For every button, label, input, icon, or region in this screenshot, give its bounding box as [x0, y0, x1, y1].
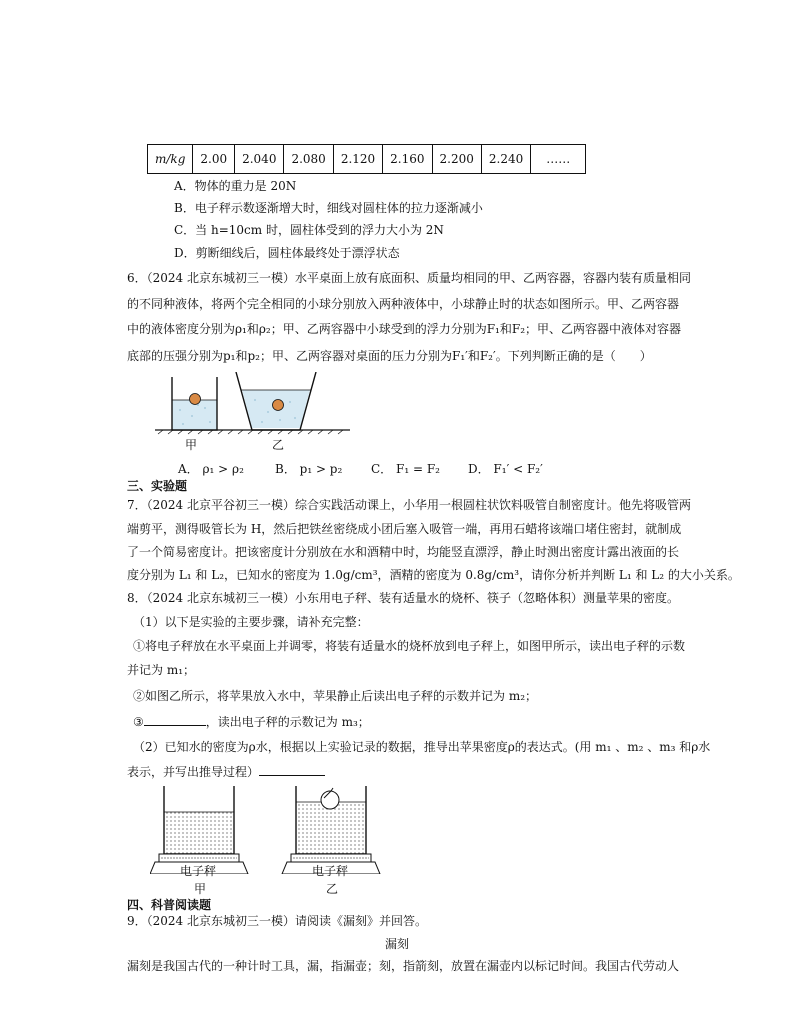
mass-table — [147, 144, 586, 174]
table-cell: 2.160 — [383, 145, 432, 174]
q6-option-b: B． p₁ > p₂ — [275, 462, 343, 476]
q6-option-a: A． ρ₁ > ρ₂ — [178, 462, 244, 476]
section-heading: 三、实验题 — [127, 479, 188, 493]
table-cell: …… — [531, 145, 586, 174]
table-cell: 2.080 — [284, 145, 333, 174]
table-header-cell: m/kg — [148, 145, 193, 174]
table-row — [148, 145, 586, 174]
q6-label-jia: 甲 — [185, 438, 198, 452]
q6-containers-figure — [150, 372, 350, 452]
q8-sub2-text: 表示，并写出推导过程） — [127, 765, 260, 779]
scale-label: 电子秤 — [312, 864, 349, 878]
table-cell: 2.120 — [333, 145, 382, 174]
q8-step-1-cont: 并记为 m₁； — [127, 663, 196, 677]
q8-step-3-suffix: ，读出电子秤的示数记为 m₃； — [205, 715, 370, 729]
q8-step-2: ②如图乙所示，将苹果放入水中，苹果静止后读出电子秤的示数并记为 m₂； — [133, 689, 538, 703]
q8-text-line: 8．（2024 北京东城初三一模）小东用电子秤、装有适量水的烧杯、筷子（忽略体积）测量苹果的密度。 — [127, 591, 679, 605]
q6-option-d: D． F₁′ < F₂′ — [468, 462, 543, 476]
section-heading: 四、科普阅读题 — [127, 898, 212, 912]
q8-sub-question: （1）以下是实验的主要步骤，请补充完整： — [133, 615, 369, 629]
q7-text-line: 了一个简易密度计。把该密度计分别放在水和酒精中时，均能竖直漂浮，静止时测出密度计露出液面的长 — [127, 545, 680, 559]
q6-text-line: 6．（2024 北京东城初三一模）水平桌面上放有底面积、质量均相同的甲、乙两容器，容器内装有质量相同 — [127, 271, 691, 285]
q7-text-line: 度分别为 L₁ 和 L₂，已知水的密度为 1.0g/cm³，酒精的密度为 0.8g/cm³，请你分析并判断 L₁ 和 L₂ 的大小关系。 — [127, 568, 740, 582]
q6-label-yi: 乙 — [272, 438, 285, 452]
q5-option-d: D．剪断细线后，圆柱体最终处于漂浮状态 — [174, 246, 400, 260]
table-cell: 2.040 — [235, 145, 284, 174]
q5-option-a: A．物体的重力是 20N — [174, 179, 297, 193]
q9-text-line: 9．（2024 北京东城初三一模）请阅读《漏刻》并回答。 — [127, 914, 427, 928]
scale-label: 电子秤 — [180, 864, 217, 878]
q8-sub-question-cont — [127, 763, 325, 780]
q7-text-line: 端剪平，测得吸管长为 H，然后把铁丝密绕成小团后塞入吸管一端，再用石蜡将该端口堵住密封，就制成 — [127, 522, 682, 536]
q8-label-yi: 乙 — [326, 882, 339, 896]
q6-text-line: 的不同种液体，将两个完全相同的小球分别放入两种液体中，小球静止时的状态如图所示。甲、乙两容器 — [127, 297, 680, 311]
q8-label-jia: 甲 — [194, 882, 207, 896]
table-cell: 2.240 — [481, 145, 530, 174]
q8-scales-figure — [150, 784, 390, 874]
answer-blank[interactable] — [259, 763, 325, 776]
q6-text-line: 中的液体密度分别为ρ₁和ρ₂；甲、乙两容器中小球受到的浮力分别为F₁和F₂；甲、乙两容器中液体对容器 — [127, 322, 682, 336]
q5-option-b: B．电子秤示数逐渐增大时，细线对圆柱体的拉力逐渐减小 — [174, 201, 483, 215]
article-title: 漏刻 — [384, 937, 409, 951]
answer-blank[interactable] — [144, 713, 206, 726]
q9-text-line: 漏刻是我国古代的一种计时工具，漏，指漏壶；刻，指箭刻，放置在漏壶内以标记时间。我国古代劳动人 — [127, 959, 680, 973]
q6-text-line: 底部的压强分别为p₁和p₂；甲、乙两容器对桌面的压力分别为F₁′和F₂′。下列判断正确的是（ ） — [127, 349, 652, 363]
q7-text-line: 7．（2024 北京平谷初三一模）综合实践活动课上，小华用一根圆柱状饮料吸管自制密度计。他先将吸管两 — [127, 498, 691, 512]
q8-step-3-prefix: ③ — [133, 715, 144, 729]
q5-option-c: C．当 h=10cm 时，圆柱体受到的浮力大小为 2N — [174, 223, 444, 237]
q6-option-c: C． F₁ = F₂ — [371, 462, 440, 476]
q8-step-1: ①将电子秤放在水平桌面上并调零，将装有适量水的烧杯放到电子秤上，如图甲所示，读出电子秤的示数 — [133, 639, 686, 653]
table-cell: 2.200 — [432, 145, 481, 174]
q8-sub-question: （2）已知水的密度为ρ水，根据以上实验记录的数据，推导出苹果密度ρ的表达式。(用 m₁ 、m₂ 、m₃ 和ρ水 — [133, 740, 711, 754]
q8-step-3 — [133, 713, 370, 730]
table-cell: 2.00 — [193, 145, 235, 174]
